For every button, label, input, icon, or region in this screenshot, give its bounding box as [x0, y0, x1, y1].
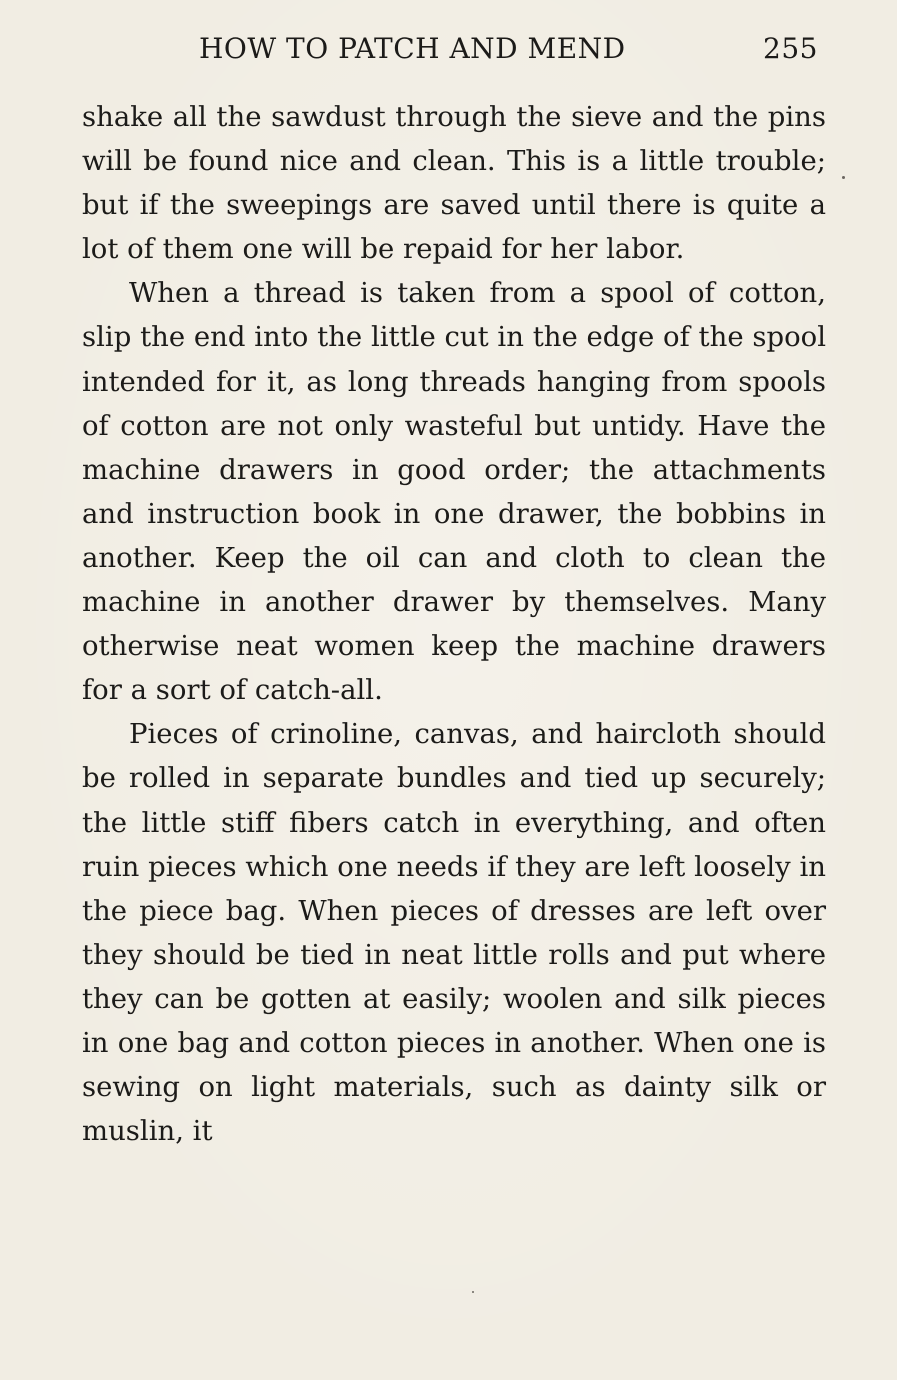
running-head: [0, 32, 897, 68]
page-number: 255: [763, 32, 818, 65]
paragraph-spool-thread: When a thread is taken from a spool of cotton, slip the end into the little cut in the edge of the spool intended for it, as long threads hanging from spools of cotton are not only wasteful but untidy. Have the machine drawers in good order; the attachments and instruction book in one drawer, the bobbins in another. Keep the oil can and cloth to clean the machine in another drawer by themselves. Many otherwise neat women keep the machine drawers for a sort of catch-all.: [82, 277, 826, 707]
body-text: [82, 95, 826, 1153]
running-title: HOW TO PATCH AND MEND: [199, 32, 626, 65]
paragraph-piece-bundles: Pieces of crinoline, canvas, and haircloth should be rolled in separate bundles and tied up securely; the little stiff fibers catch in everything, and often ruin pieces which one needs if they are left loosely in the piece bag. When pieces of dresses are left over they should be tied in neat little rolls and put where they can be gotten at easily; woolen and silk pieces in one bag and cotton pieces in another. When one is sewing on light materials, such as dainty silk or muslin, it: [82, 718, 826, 1148]
paragraph-sawdust: shake all the sawdust through the sieve and the pins will be found nice and clean. This is a little trouble; but if the sweepings are saved until there is quite a lot of them one will be repaid for her labor.: [82, 101, 826, 266]
paper-speck: [842, 176, 845, 179]
paper-speck: [472, 1291, 474, 1293]
